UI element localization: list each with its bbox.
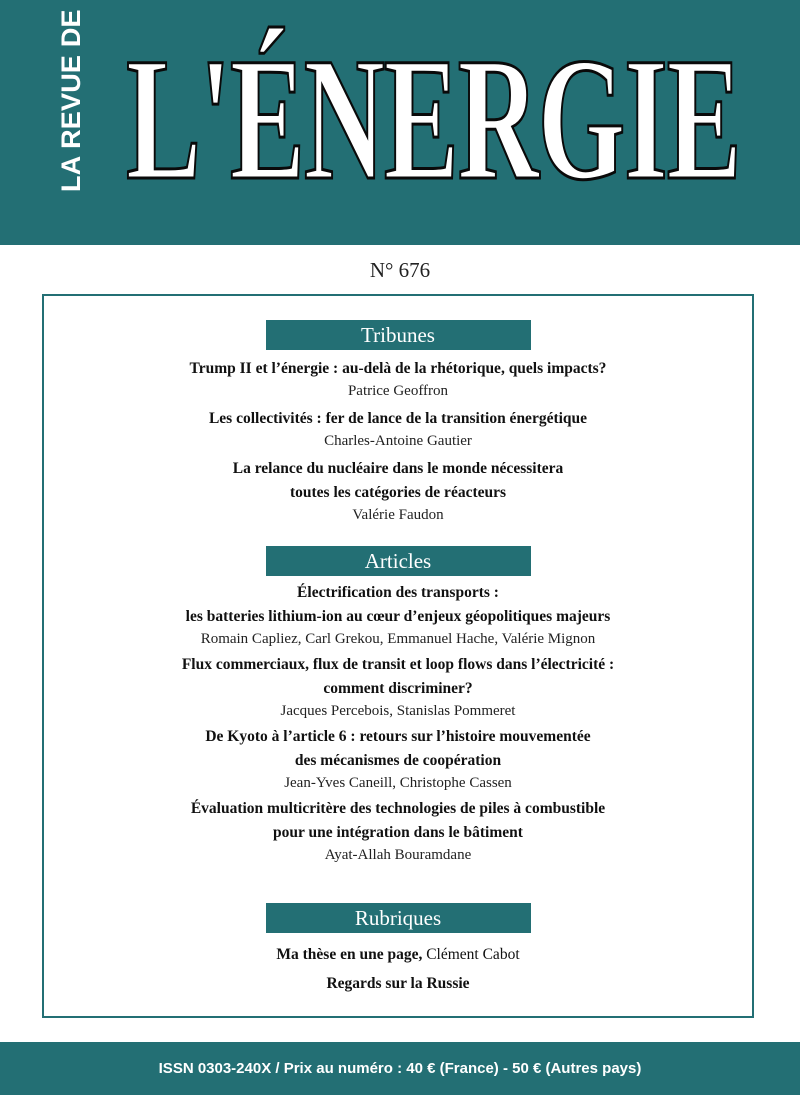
entry-title: Électrification des transports : xyxy=(297,584,499,601)
entry-title: pour une intégration dans le bâtiment xyxy=(273,824,523,841)
entry-title: Les collectivités : fer de lance de la transition énergétique xyxy=(208,410,588,427)
toc-entry xyxy=(44,797,752,865)
section-tribunes xyxy=(44,320,752,525)
entry-authors: Patrice Geoffron xyxy=(347,383,449,399)
toc-entry xyxy=(44,407,752,451)
entry-title: des mécanismes de coopération xyxy=(294,752,502,769)
entry-authors: Valérie Faudon xyxy=(352,507,444,523)
entry-title: toutes les catégories de réacteurs xyxy=(289,484,507,501)
issue-number: N° 676 xyxy=(369,258,431,282)
section-header-tribunes: Tribunes xyxy=(266,320,531,350)
journal-title: L'ÉNERGIE xyxy=(126,22,741,217)
entry-title: Trump II et l’énergie : au-delà de la rhétorique, quels impacts? xyxy=(189,360,607,377)
toc-entry xyxy=(44,725,752,793)
rubrique-item xyxy=(44,943,752,967)
entry-authors: Charles-Antoine Gautier xyxy=(324,433,472,449)
entry-title: De Kyoto à l’article 6 : retours sur l’histoire mouvementée xyxy=(205,728,591,745)
section-header-rubriques: Rubriques xyxy=(266,903,531,933)
entry-authors: Jean-Yves Caneill, Christophe Cassen xyxy=(284,775,512,791)
entry-title: comment discriminer? xyxy=(323,680,473,697)
rubrique-item xyxy=(44,972,752,996)
section-header-articles: Articles xyxy=(266,546,531,576)
entry-title: les batteries lithium-ion au cœur d’enjeux géopolitiques majeurs xyxy=(185,608,611,625)
entry-authors: Jacques Percebois, Stanislas Pommeret xyxy=(280,703,516,719)
section-articles xyxy=(44,546,752,865)
masthead-vertical-text: LA REVUE DE xyxy=(56,9,86,192)
price-footer: ISSN 0303-240X / Prix au numéro : 40 € (France) - 50 € (Autres pays) xyxy=(0,1042,800,1095)
toc-entry xyxy=(44,653,752,721)
entry-authors: Romain Capliez, Carl Grekou, Emmanuel Hache, Valérie Mignon xyxy=(200,631,596,647)
toc-entry xyxy=(44,357,752,401)
rubrique-title: Ma thèse en une page, xyxy=(276,946,423,963)
table-of-contents xyxy=(42,294,754,1018)
entry-title: Flux commerciaux, flux de transit et loop flows dans l’électricité : xyxy=(181,656,615,673)
toc-entry xyxy=(44,581,752,649)
rubrique-author: Clément Cabot xyxy=(422,946,520,963)
entry-authors: Ayat-Allah Bouramdane xyxy=(324,847,472,863)
section-rubriques xyxy=(44,903,752,996)
masthead xyxy=(0,0,800,245)
entry-title: Évaluation multicritère des technologies de piles à combustible xyxy=(190,800,606,817)
entry-title: La relance du nucléaire dans le monde nécessitera xyxy=(232,460,564,477)
rubrique-title: Regards sur la Russie xyxy=(326,975,470,992)
toc-entry xyxy=(44,457,752,525)
